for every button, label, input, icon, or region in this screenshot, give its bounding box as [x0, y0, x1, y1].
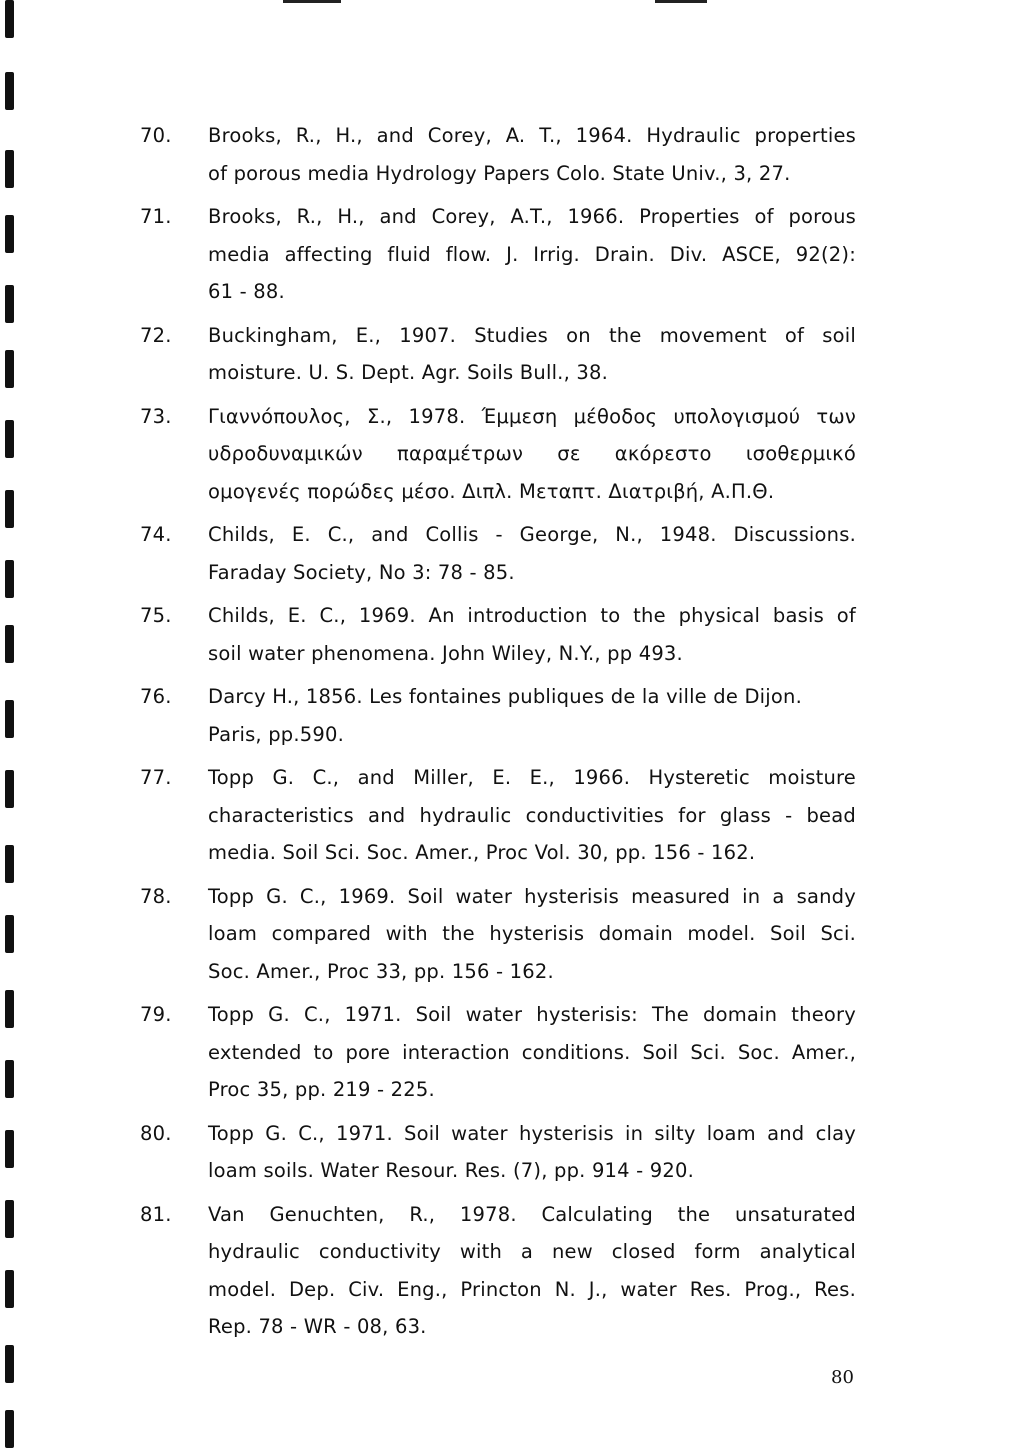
reference-text-line: Van Genuchten, R., 1978. Calculating the unsaturated	[208, 1202, 856, 1226]
reference-item	[0, 117, 1024, 192]
reference-text-line: Topp G. C., 1971. Soil water hysterisis in silty loam and clay	[208, 1121, 856, 1145]
reference-text-line: Darcy H., 1856. Les fontaines publiques de la ville de Dijon.	[208, 685, 802, 708]
reference-text-line: Childs, E. C., and Collis - George, N., 1948. Discussions.	[208, 523, 856, 546]
reference-number: 78.	[140, 884, 172, 908]
reference-item	[0, 678, 1024, 753]
reference-text-line: model. Dep. Civ. Eng., Princton N. J., water Res. Prog., Res.	[208, 1277, 856, 1301]
reference-text-line: Buckingham, E., 1907. Studies on the movement of soil	[208, 323, 856, 347]
reference-text-line: media affecting fluid flow. J. Irrig. Drain. Div. ASCE, 92(2):	[208, 242, 856, 266]
reference-text-line: Brooks, R., H., and Corey, A. T., 1964. Hydraulic properties	[208, 124, 856, 147]
reference-text-line: of porous media Hydrology Papers Colo. State Univ., 3, 27.	[208, 161, 791, 185]
reference-item	[0, 1115, 1024, 1190]
page-number: 80	[831, 1367, 854, 1388]
reference-number: 72.	[140, 323, 172, 347]
reference-text-line: Topp G. C., 1969. Soil water hysterisis measured in a sandy	[208, 884, 856, 908]
scan-mark-top-right	[655, 0, 707, 3]
reference-text-line: Childs, E. C., 1969. An introduction to the physical basis of	[208, 604, 856, 627]
reference-item	[0, 878, 1024, 991]
reference-text-line: Soc. Amer., Proc 33, pp. 156 - 162.	[208, 959, 554, 983]
reference-text-line: moisture. U. S. Dept. Agr. Soils Bull., 38.	[208, 361, 608, 384]
reference-text-line: characteristics and hydraulic conductivities for glass - bead	[208, 803, 856, 827]
reference-number: 73.	[140, 404, 172, 428]
binding-hole	[5, 72, 14, 110]
reference-number: 70.	[140, 124, 172, 147]
reference-number: 80.	[140, 1121, 172, 1145]
reference-text-line: Topp G. C., and Miller, E. E., 1966. Hysteretic moisture	[208, 766, 856, 789]
reference-number: 79.	[140, 1003, 172, 1026]
reference-text-line: loam soils. Water Resour. Res. (7), pp. 914 - 920.	[208, 1159, 695, 1182]
reference-number: 76.	[140, 685, 172, 708]
reference-item	[0, 1196, 1024, 1346]
reference-text-line: extended to pore interaction conditions. Soil Sci. Soc. Amer.,	[208, 1040, 856, 1064]
scan-mark-top-left	[283, 0, 341, 3]
reference-text-line: υδροδυναμικών παραμέτρων σε ακόρεστο ισοθερμικό	[208, 442, 856, 465]
reference-text-line: ομογενές πορώδες μέσο. Διπλ. Μεταπτ. Διατριβή, Α.Π.Θ.	[208, 479, 775, 503]
reference-text-line: Topp G. C., 1971. Soil water hysterisis: The domain theory	[208, 1003, 856, 1026]
reference-text-line: hydraulic conductivity with a new closed form analytical	[208, 1240, 856, 1263]
reference-text-line: soil water phenomena. John Wiley, N.Y., pp 493.	[208, 641, 683, 665]
reference-list	[0, 117, 1024, 1346]
reference-item	[0, 198, 1024, 311]
reference-text-line: Γιαννόπουλος, Σ., 1978. Έμμεση μέθοδος υπολογισμού των	[208, 404, 856, 428]
reference-item	[0, 759, 1024, 872]
binding-hole	[5, 1410, 14, 1448]
reference-number: 71.	[140, 205, 172, 228]
binding-hole	[5, 1345, 14, 1383]
reference-item	[0, 317, 1024, 392]
reference-text-line: loam compared with the hysterisis domain model. Soil Sci.	[208, 922, 856, 945]
reference-text-line: Faraday Society, No 3: 78 - 85.	[208, 560, 515, 584]
reference-item	[0, 516, 1024, 591]
reference-text-line: Proc 35, pp. 219 - 225.	[208, 1078, 435, 1101]
reference-number: 75.	[140, 604, 172, 627]
reference-item	[0, 996, 1024, 1109]
reference-text-line: Paris, pp.590.	[208, 722, 344, 746]
reference-number: 81.	[140, 1202, 172, 1226]
binding-hole	[5, 0, 14, 38]
reference-number: 77.	[140, 766, 172, 789]
reference-item	[0, 597, 1024, 672]
reference-number: 74.	[140, 523, 172, 546]
reference-item	[0, 398, 1024, 511]
reference-text-line: Brooks, R., H., and Corey, A.T., 1966. Properties of porous	[208, 205, 856, 228]
reference-text-line: Rep. 78 - WR - 08, 63.	[208, 1315, 427, 1338]
reference-text-line: 61 - 88.	[208, 280, 285, 303]
reference-text-line: media. Soil Sci. Soc. Amer., Proc Vol. 30, pp. 156 - 162.	[208, 841, 756, 864]
